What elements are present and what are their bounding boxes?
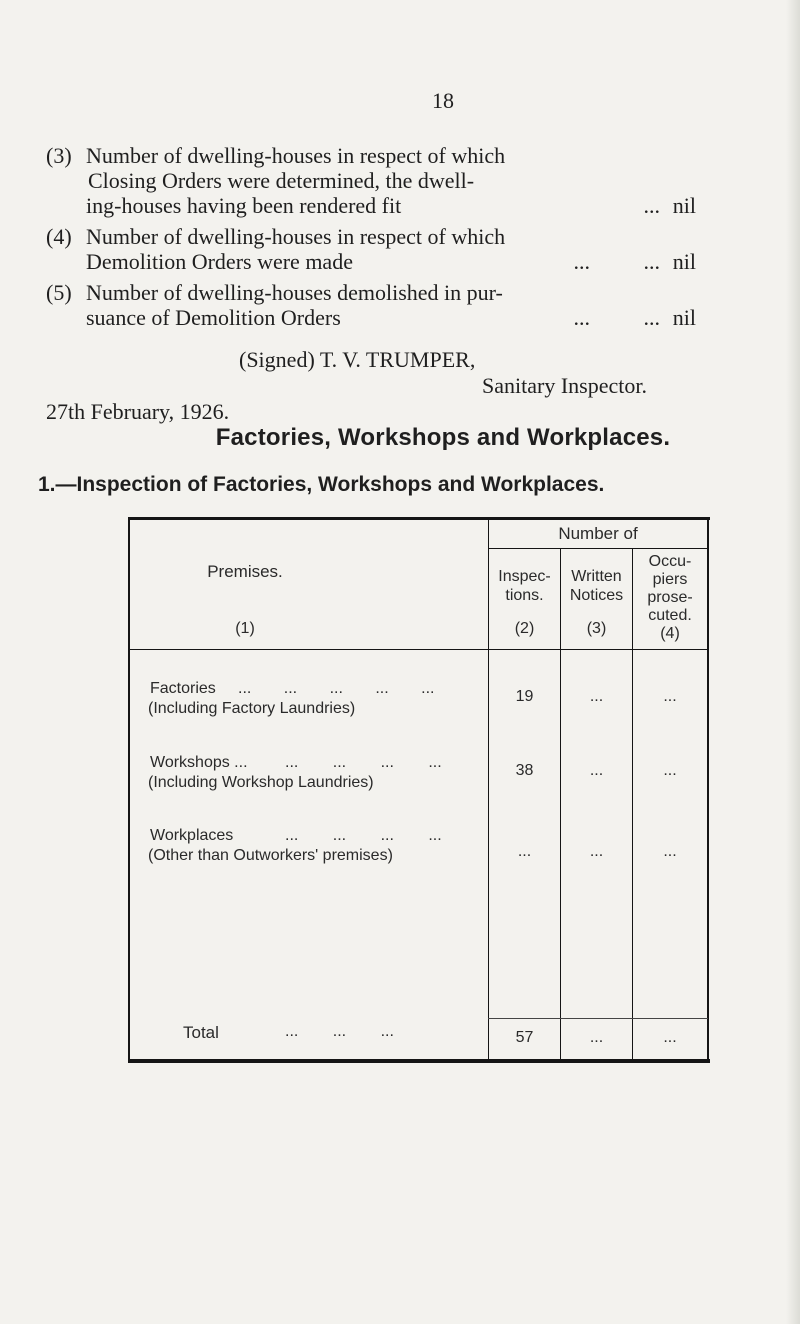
row-note: (Including Workshop Laundries) — [148, 774, 374, 791]
item-line: Closing Orders were determined, the dwell- — [88, 168, 475, 193]
cell-inspections: 38 — [515, 762, 534, 779]
column-header-prosecuted: cuted. — [648, 607, 692, 624]
row-leaders: ... ... ... ... — [285, 827, 442, 844]
item-number: (5) — [46, 280, 72, 305]
total-inspections: 57 — [515, 1029, 534, 1046]
row-note: (Including Factory Laundries) — [148, 700, 356, 717]
column-header-prosecuted: piers — [652, 571, 688, 588]
signature-name: (Signed) T. V. TRUMPER, — [239, 347, 476, 372]
table-top-rule — [128, 517, 710, 520]
item-leader: ... ... — [573, 305, 660, 330]
cell-notices: ... — [589, 762, 604, 779]
cell-notices: ... — [589, 688, 604, 705]
table-bottom-rule — [128, 1059, 710, 1063]
cell-prosecuted: ... — [663, 843, 677, 860]
row-note: (Other than Outworkers' premises) — [148, 847, 393, 864]
item-closing-orders — [46, 143, 696, 218]
item-line: Demolition Orders were made — [86, 249, 353, 274]
total-notices: ... — [589, 1029, 604, 1046]
column-header-inspections: tions. — [505, 587, 544, 604]
row-leaders: ... ... ... — [285, 1023, 394, 1040]
table-left-rule — [128, 517, 130, 1062]
item-demolition-orders — [46, 224, 696, 274]
row-label: Workplaces — [150, 827, 234, 844]
column-header-notices: Notices — [569, 587, 624, 604]
row-label: Factories — [150, 680, 216, 697]
cell-prosecuted: ... — [663, 762, 677, 779]
item-value: nil — [672, 249, 696, 274]
cell-notices: ... — [589, 843, 604, 860]
page-number: 18 — [432, 88, 454, 113]
column-number: (4) — [660, 625, 680, 642]
item-line: suance of Demolition Orders — [86, 305, 341, 330]
column-number: (2) — [514, 620, 535, 637]
row-label: Workshops ... — [150, 754, 248, 771]
column-header-prosecuted: Occu- — [648, 553, 692, 570]
cell-prosecuted: ... — [663, 688, 677, 705]
item-value: nil — [672, 305, 696, 330]
total-label: Total — [183, 1023, 219, 1042]
item-line: Number of dwelling-houses in respect of which — [86, 224, 506, 249]
signature-title: Sanitary Inspector. — [482, 373, 647, 398]
item-line: ing-houses having been rendered fit — [86, 193, 402, 218]
item-number: (4) — [46, 224, 72, 249]
header-bottom-rule — [129, 649, 709, 650]
item-value: nil — [672, 193, 696, 218]
item-line: Number of dwelling-houses demolished in pur- — [86, 280, 503, 305]
column-header-notices: Written — [571, 568, 622, 585]
total-prosecuted: ... — [663, 1029, 677, 1046]
table-right-rule — [707, 517, 709, 1062]
section-subtitle: 1.—Inspection of Factories, Workshops and Workplaces. — [38, 473, 605, 496]
group-header-rule — [488, 548, 708, 549]
column-number: (1) — [235, 620, 255, 637]
group-header: Number of — [558, 524, 638, 543]
section-title: Factories, Workshops and Workplaces. — [215, 424, 671, 451]
item-houses-demolished — [46, 280, 696, 330]
item-leader: ... ... — [573, 249, 660, 274]
column-header-prosecuted: prose- — [647, 589, 693, 606]
item-leader: ... — [643, 193, 660, 218]
signature-date: 27th February, 1926. — [46, 399, 230, 424]
row-leaders: ... ... ... ... — [285, 754, 442, 771]
cell-inspections: ... — [517, 843, 532, 860]
item-number: (3) — [46, 143, 72, 168]
item-line: Number of dwelling-houses in respect of which — [86, 143, 506, 168]
cell-inspections: 19 — [515, 688, 534, 705]
row-leaders: ... ... ... ... ... — [238, 680, 435, 697]
column-number: (3) — [586, 620, 607, 637]
page-edge-shadow — [786, 0, 800, 1324]
total-rule — [488, 1018, 708, 1019]
column-header-premises: Premises. — [207, 562, 283, 581]
column-header-inspections: Inspec- — [498, 568, 551, 585]
